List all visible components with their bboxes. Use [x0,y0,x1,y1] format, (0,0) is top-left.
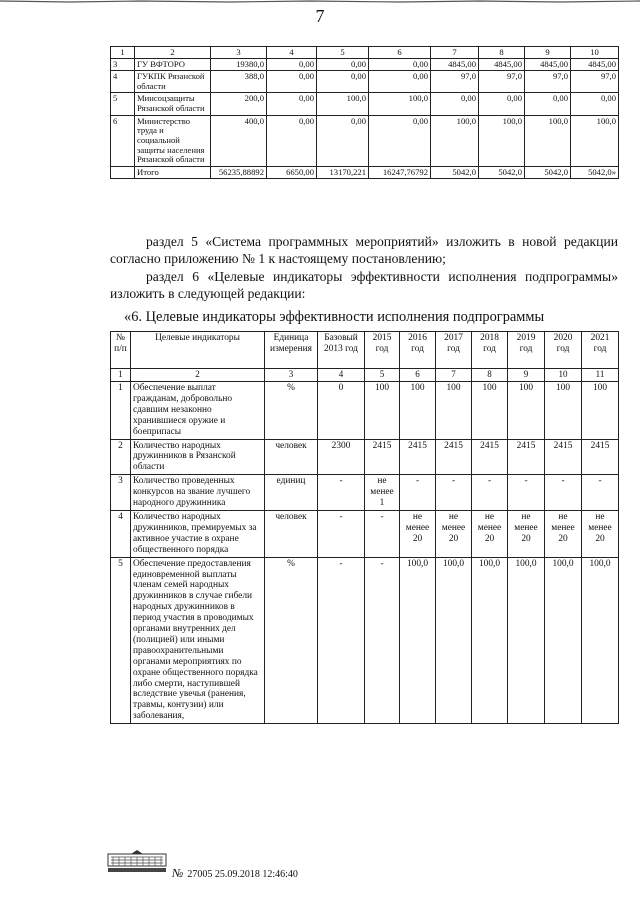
indicator-value-cell: единиц [265,475,318,511]
indicator-value-cell: 100,0 [545,557,582,724]
finance-cell: 56235,88892 [211,166,267,179]
indicators-header-cell: Целевые индикаторы [131,332,265,369]
indicators-header-cell: 2020 год [545,332,582,369]
indicator-value-cell: не менее 20 [472,510,508,557]
finance-cell: 0,00 [317,58,369,71]
finance-cell: 400,0 [211,115,267,166]
finance-header-cell: 5 [317,47,369,59]
indicator-value-cell: 100 [365,382,400,440]
finance-cell: 0,00 [267,93,317,115]
indicator-value-cell: 2415 [582,439,619,475]
indicator-value-cell: - [365,557,400,724]
finance-cell: 0,00 [317,71,369,93]
finance-cell [111,166,135,179]
finance-row [111,115,619,166]
indicator-value-cell: 100 [545,382,582,440]
indicators-header-cell: 2021 год [582,332,619,369]
finance-cell: 100,0 [525,115,571,166]
finance-cell: 0,00 [571,93,619,115]
finance-cell: 4845,00 [431,58,479,71]
finance-table [110,46,619,179]
finance-cell: Итого [135,166,211,179]
finance-header-cell: 3 [211,47,267,59]
finance-cell: 100,0 [571,115,619,166]
finance-cell: 0,00 [267,71,317,93]
indicator-value-cell: 100 [400,382,436,440]
indicators-row [111,510,619,557]
finance-header-cell: 1 [111,47,135,59]
indicator-value-cell: - [318,475,365,511]
indicator-value-cell: % [265,557,318,724]
finance-cell: ГУКПК Рязанской области [135,71,211,93]
finance-header-cell: 9 [525,47,571,59]
indicator-value-cell: человек [265,439,318,475]
finance-cell: 100,0 [317,93,369,115]
finance-header-cell: 7 [431,47,479,59]
paragraph-section-6: раздел 6 «Целевые индикаторы эффективности исполнения подпрограммы» изложить в следующей редакции: [110,269,618,302]
finance-row [111,71,619,93]
indicators-row [111,439,619,475]
indicator-value-cell: 1 [111,382,131,440]
indicator-value-cell: 100 [436,382,472,440]
finance-cell: 0,00 [525,93,571,115]
finance-cell: ГУ ВФТОРО [135,58,211,71]
indicator-value-cell: 100,0 [436,557,472,724]
indicator-value-cell: 100 [582,382,619,440]
indicator-value-cell: - [318,557,365,724]
finance-cell: 97,0 [431,71,479,93]
finance-cell: 4845,00 [525,58,571,71]
indicators-number-cell: 8 [472,369,508,382]
indicator-value-cell: 100 [472,382,508,440]
indicator-value-cell: 100,0 [508,557,545,724]
indicators-header-cell: 2016 год [400,332,436,369]
finance-cell: 0,00 [431,93,479,115]
indicator-value-cell: 3 [111,475,131,511]
indicator-value-cell: 4 [111,510,131,557]
indicator-value-cell: - [436,475,472,511]
indicators-row [111,475,619,511]
government-seal-logo [107,850,167,874]
indicators-number-cell: 10 [545,369,582,382]
finance-cell: 4845,00 [571,58,619,71]
indicator-value-cell: человек [265,510,318,557]
finance-header-cell: 6 [369,47,431,59]
indicator-value-cell: не менее 20 [508,510,545,557]
finance-cell: 0,00 [369,58,431,71]
finance-row [111,93,619,115]
indicator-value-cell: 5 [111,557,131,724]
indicators-number-cell: 9 [508,369,545,382]
indicator-value-cell: 2415 [400,439,436,475]
finance-header-cell: 8 [479,47,525,59]
finance-cell: 388,0 [211,71,267,93]
indicator-value-cell: 100,0 [582,557,619,724]
indicator-value-cell: - [318,510,365,557]
finance-cell: 0,00 [267,115,317,166]
finance-cell: 3 [111,58,135,71]
finance-cell: 200,0 [211,93,267,115]
finance-header-cell: 2 [135,47,211,59]
finance-cell: 13170,221 [317,166,369,179]
indicators-number-cell: 11 [582,369,619,382]
indicators-row [111,557,619,724]
indicators-header-cell: 2015 год [365,332,400,369]
indicators-number-cell: 4 [318,369,365,382]
footer-number-sign: № [172,866,184,880]
indicator-value-cell: не менее 1 [365,475,400,511]
finance-cell: 0,00 [479,93,525,115]
indicator-value-cell: 2415 [545,439,582,475]
indicators-header-cell: Базовый 2013 год [318,332,365,369]
indicator-value-cell: - [508,475,545,511]
indicator-name-cell: Количество проведенных конкурсов на звание лучшего народного дружинника [131,475,265,511]
finance-cell: 5042,0» [571,166,619,179]
indicators-table [110,331,619,724]
indicators-header-cell: 2018 год [472,332,508,369]
finance-cell: 19380,0 [211,58,267,71]
indicator-value-cell: 100,0 [472,557,508,724]
finance-row [111,166,619,179]
finance-header-cell: 10 [571,47,619,59]
indicator-value-cell: 2415 [436,439,472,475]
indicator-name-cell: Обеспечение предоставления единовременной выплаты членам семей народных дружинников в случае гибели народных дружинников в период участия в проводимых органами внутренних дел (полицией) или иными правоохранительными органами мероприятиях по охране общественного порядка либо смерти, наступившей вследствие увечья (ранения, травмы, контузии) или заболевания, [131,557,265,724]
indicator-value-cell: - [545,475,582,511]
indicators-header-cell: 2017 год [436,332,472,369]
indicators-number-cell: 1 [111,369,131,382]
indicator-value-cell: не менее 20 [436,510,472,557]
finance-cell: 16247,76792 [369,166,431,179]
page-number: 7 [315,6,325,26]
indicators-header-cell: 2019 год [508,332,545,369]
indicator-value-cell: % [265,382,318,440]
indicator-value-cell: 2300 [318,439,365,475]
indicators-number-cell: 2 [131,369,265,382]
finance-cell: 0,00 [267,58,317,71]
indicators-number-cell: 7 [436,369,472,382]
finance-row [111,58,619,71]
finance-cell: 97,0 [571,71,619,93]
paragraph-section-5: раздел 5 «Система программных мероприятий» изложить в новой редакции согласно приложению № 1 к настоящему постановлению; [110,234,618,267]
finance-cell: 5 [111,93,135,115]
finance-cell: 5042,0 [431,166,479,179]
indicator-value-cell: 0 [318,382,365,440]
indicators-header-cell: Единица измерения [265,332,318,369]
indicator-name-cell: Обеспечение выплат гражданам, добровольно сдавшим незаконно хранившиеся оружие и боеприпасы [131,382,265,440]
indicator-value-cell: не менее 20 [400,510,436,557]
indicators-number-cell: 6 [400,369,436,382]
finance-cell: 0,00 [317,115,369,166]
finance-header-row [111,47,619,59]
indicator-value-cell: 2415 [472,439,508,475]
indicator-value-cell: - [400,475,436,511]
finance-cell: 6650,00 [267,166,317,179]
finance-cell: Минсоцзащиты Рязанской области [135,93,211,115]
finance-cell: 5042,0 [479,166,525,179]
indicator-value-cell: 2415 [508,439,545,475]
finance-cell: 0,00 [369,71,431,93]
indicator-name-cell: Количество народных дружинников в Рязанской области [131,439,265,475]
section-heading: «6. Целевые индикаторы эффективности исполнения подпрограммы [124,309,545,325]
indicators-number-cell: 5 [365,369,400,382]
finance-cell: 97,0 [525,71,571,93]
indicator-value-cell: 2 [111,439,131,475]
finance-header-cell: 4 [267,47,317,59]
indicator-name-cell: Количество народных дружинников, премируемых за активное участие в охране общественного порядка [131,510,265,557]
finance-cell: 4 [111,71,135,93]
indicators-number-row [111,369,619,382]
finance-cell: 97,0 [479,71,525,93]
scan-edge-artifact [0,0,640,5]
finance-cell: 0,00 [369,115,431,166]
finance-cell: 4845,00 [479,58,525,71]
indicator-value-cell: не менее 20 [545,510,582,557]
indicators-header-cell: № п/п [111,332,131,369]
finance-cell: 100,0 [431,115,479,166]
indicator-value-cell: 2415 [365,439,400,475]
finance-cell: 6 [111,115,135,166]
indicator-value-cell: - [582,475,619,511]
indicators-number-cell: 3 [265,369,318,382]
finance-cell: Министерство труда и социальной защиты населения Рязанской области [135,115,211,166]
indicator-value-cell: 100 [508,382,545,440]
indicator-value-cell: - [365,510,400,557]
finance-cell: 100,0 [479,115,525,166]
indicator-value-cell: 100,0 [400,557,436,724]
indicator-value-cell: не менее 20 [582,510,619,557]
finance-cell: 100,0 [369,93,431,115]
document-footer [172,866,298,881]
indicators-header-row [111,332,619,369]
footer-stamp-text: 27005 25.09.2018 12:46:40 [187,869,298,880]
indicators-row [111,382,619,440]
finance-cell: 5042,0 [525,166,571,179]
indicator-value-cell: - [472,475,508,511]
